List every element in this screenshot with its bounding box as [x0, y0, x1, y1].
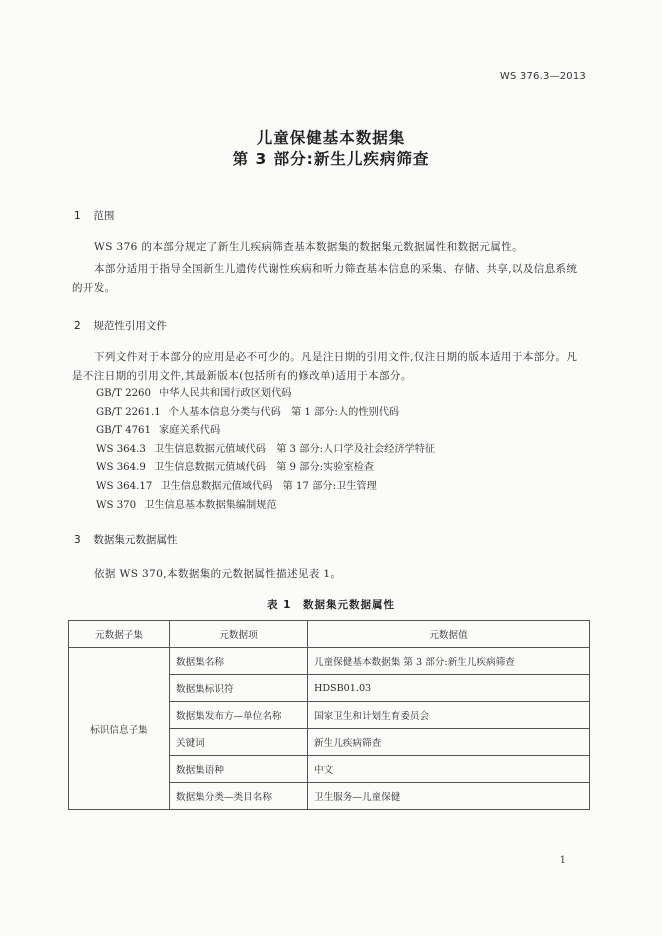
header-value: 元数据值 [308, 621, 590, 648]
section-1-heading [74, 208, 114, 223]
reference-item [96, 459, 435, 478]
reference-title: 卫生信息数据元值域代码 第 17 部分:卫生管理 [160, 480, 377, 492]
section-3-heading [74, 532, 177, 547]
table-row [69, 648, 590, 675]
reference-code: WS 364.17 [96, 480, 153, 492]
section-number: 2 [74, 320, 81, 332]
subset-group-label: 标识信息子集 [69, 648, 170, 810]
section-title: 数据集元数据属性 [93, 534, 178, 546]
metadata-value: 卫生服务—儿童保健 [308, 783, 590, 810]
section-number: 3 [74, 534, 81, 546]
section-1-paragraph-1: WS 376 的本部分规定了新生儿疾病筛查基本数据集的数据集元数据属性和数据元属性。 [94, 241, 524, 253]
reference-title: 中华人民共和国行政区划代码 [159, 388, 292, 399]
normative-references-list [96, 385, 435, 515]
reference-title: 个人基本信息分类与代码 第 1 部分:人的性别代码 [168, 406, 400, 418]
metadata-table [68, 620, 590, 810]
metadata-item: 数据集语种 [170, 756, 308, 783]
title-line-1: 儿童保健基本数据集 [256, 129, 406, 147]
reference-item [96, 422, 435, 441]
reference-title: 卫生信息数据元值域代码 第 3 部分:人口学及社会经济学特征 [153, 443, 436, 455]
reference-code: WS 364.3 [96, 443, 146, 455]
reference-item [96, 385, 435, 404]
metadata-item: 数据集分类—类目名称 [170, 783, 308, 810]
reference-item [96, 497, 435, 516]
metadata-item: 数据集发布方—单位名称 [170, 702, 308, 729]
metadata-item: 关键词 [170, 729, 308, 756]
reference-title: 家庭关系代码 [159, 425, 221, 437]
reference-code: GB/T 4761 [96, 425, 152, 437]
section-1-paragraph-2: 本部分适用于指导全国新生儿遗传代谢性疾病和听力筛查基本信息的采集、存储、共享,以及信息系统的开发。 [72, 263, 578, 294]
header-item: 元数据项 [170, 621, 308, 648]
section-number: 1 [74, 210, 81, 222]
reference-code: WS 370 [96, 499, 137, 511]
metadata-item: 数据集名称 [170, 648, 308, 675]
reference-item [96, 478, 435, 497]
metadata-value: 中文 [308, 756, 590, 783]
section-2-paragraph-1: 下列文件对于本部分的应用是必不可少的。凡是注日期的引用文件,仅注日期的版本适用于本部分。凡是不注日期的引用文件,其最新版本(包括所有的修改单)适用于本部分。 [72, 351, 578, 382]
section-title: 范围 [93, 210, 115, 222]
metadata-value: HDSB01.03 [308, 675, 590, 702]
document-title [0, 128, 662, 170]
reference-title: 卫生信息基本数据集编制规范 [144, 499, 277, 511]
reference-item [96, 404, 435, 423]
table-header-row [69, 621, 590, 648]
section-2-heading [74, 318, 167, 333]
title-line-2: 第 3 部分:新生儿疾病筛查 [232, 150, 430, 168]
reference-code: WS 364.9 [96, 462, 146, 474]
reference-code: GB/T 2260 [96, 388, 152, 399]
section-3-paragraph-1: 依据 WS 370,本数据集的元数据属性描述见表 1。 [94, 568, 342, 580]
reference-item [96, 441, 435, 460]
metadata-value: 国家卫生和计划生育委员会 [308, 702, 590, 729]
metadata-value: 新生儿疾病筛查 [308, 729, 590, 756]
metadata-value: 儿童保健基本数据集 第 3 部分:新生儿疾病筛查 [308, 648, 590, 675]
table-caption: 表 1 数据集元数据属性 [267, 599, 395, 611]
header-subset: 元数据子集 [69, 621, 170, 648]
page-number: 1 [559, 855, 566, 866]
reference-title: 卫生信息数据元值域代码 第 9 部分:实验室检查 [153, 462, 374, 474]
reference-code: GB/T 2261.1 [96, 406, 161, 418]
metadata-item: 数据集标识符 [170, 675, 308, 702]
standard-number: WS 376.3—2013 [499, 71, 586, 82]
section-title: 规范性引用文件 [93, 320, 167, 332]
